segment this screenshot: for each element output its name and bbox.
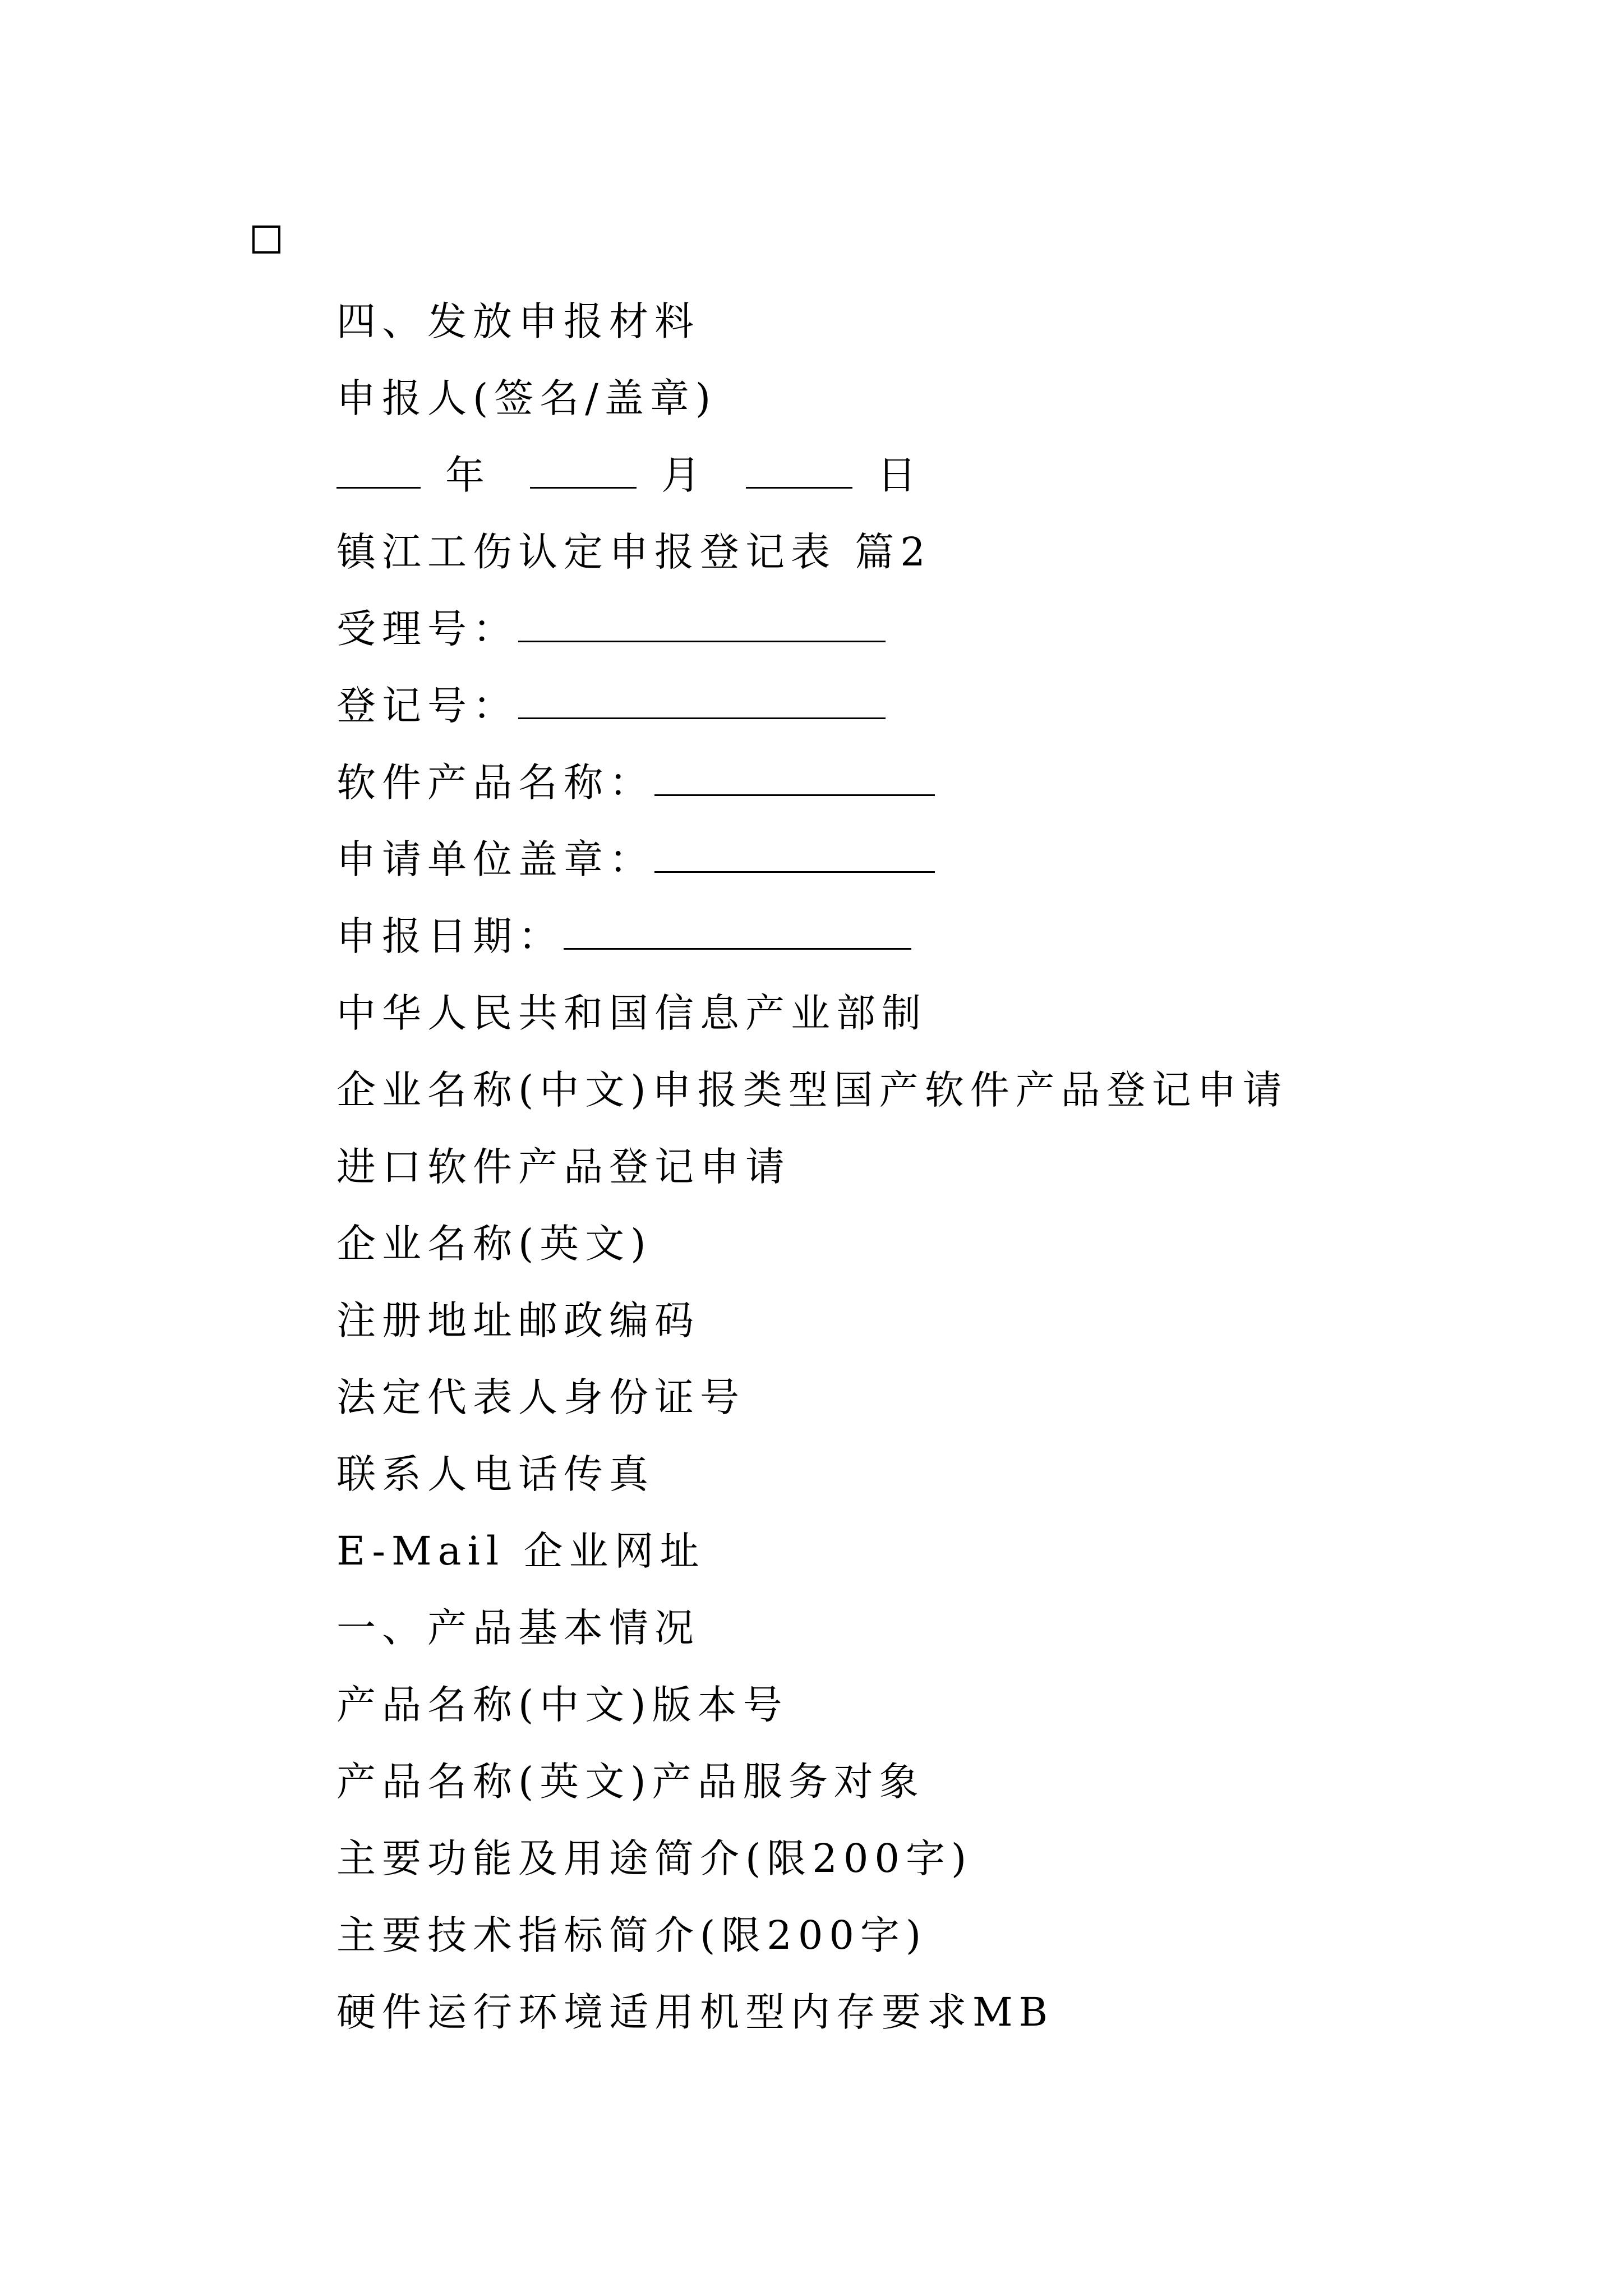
text-line: 产品名称(英文)产品服务对象 bbox=[336, 1759, 925, 1805]
acceptance-number-label: 受理号： bbox=[336, 606, 518, 652]
text-line: 硬件运行环境适用机型内存要求MB bbox=[336, 1989, 1054, 2035]
text-line: 进口软件产品登记申请 bbox=[336, 1144, 791, 1190]
text-line: 联系人电话传真 bbox=[336, 1451, 654, 1497]
text-line: 企业名称(中文)申报类型国产软件产品登记申请 bbox=[336, 1067, 1288, 1113]
section-heading: 四、发放申报材料 bbox=[336, 298, 700, 344]
form-title: 镇江工伤认定申报登记表 篇2 bbox=[336, 529, 932, 575]
software-name-label: 软件产品名称： bbox=[336, 760, 654, 806]
registration-number-label: 登记号： bbox=[336, 683, 518, 729]
text-line: 主要功能及用途简介(限200字) bbox=[336, 1835, 973, 1881]
registration-number-row bbox=[336, 668, 1514, 744]
software-name-blank[interactable] bbox=[654, 748, 935, 796]
text-line: 产品名称(中文)版本号 bbox=[336, 1682, 789, 1728]
document-body bbox=[336, 283, 1514, 2051]
text-line: 企业名称(英文) bbox=[336, 1221, 652, 1267]
acceptance-number-row bbox=[336, 591, 1514, 668]
issuer-line: 中华人民共和国信息产业部制 bbox=[336, 990, 927, 1036]
year-blank[interactable] bbox=[336, 441, 421, 489]
date-row bbox=[336, 437, 1514, 514]
apply-date-blank[interactable] bbox=[564, 902, 911, 950]
month-label: 月 bbox=[661, 452, 707, 498]
year-label: 年 bbox=[445, 452, 491, 498]
acceptance-number-blank[interactable] bbox=[518, 595, 886, 642]
software-name-row bbox=[336, 744, 1514, 821]
month-blank[interactable] bbox=[530, 441, 637, 489]
text-line: 注册地址邮政编码 bbox=[336, 1297, 700, 1343]
applicant-seal-label: 申请单位盖章： bbox=[336, 836, 654, 882]
signature-label: 申报人(签名/盖章) bbox=[336, 375, 717, 421]
apply-date-row bbox=[336, 898, 1514, 975]
day-label: 日 bbox=[877, 452, 923, 498]
applicant-seal-row bbox=[336, 821, 1514, 898]
day-blank[interactable] bbox=[746, 441, 852, 489]
applicant-seal-blank[interactable] bbox=[654, 825, 935, 873]
empty-checkbox-icon[interactable] bbox=[252, 226, 280, 254]
text-line: E-Mail 企业网址 bbox=[336, 1528, 706, 1574]
apply-date-label: 申报日期： bbox=[336, 913, 564, 959]
registration-number-blank[interactable] bbox=[518, 671, 886, 719]
section-heading: 一、产品基本情况 bbox=[336, 1605, 700, 1651]
text-line: 主要技术指标简介(限200字) bbox=[336, 1912, 928, 1958]
text-line: 法定代表人身份证号 bbox=[336, 1374, 745, 1420]
